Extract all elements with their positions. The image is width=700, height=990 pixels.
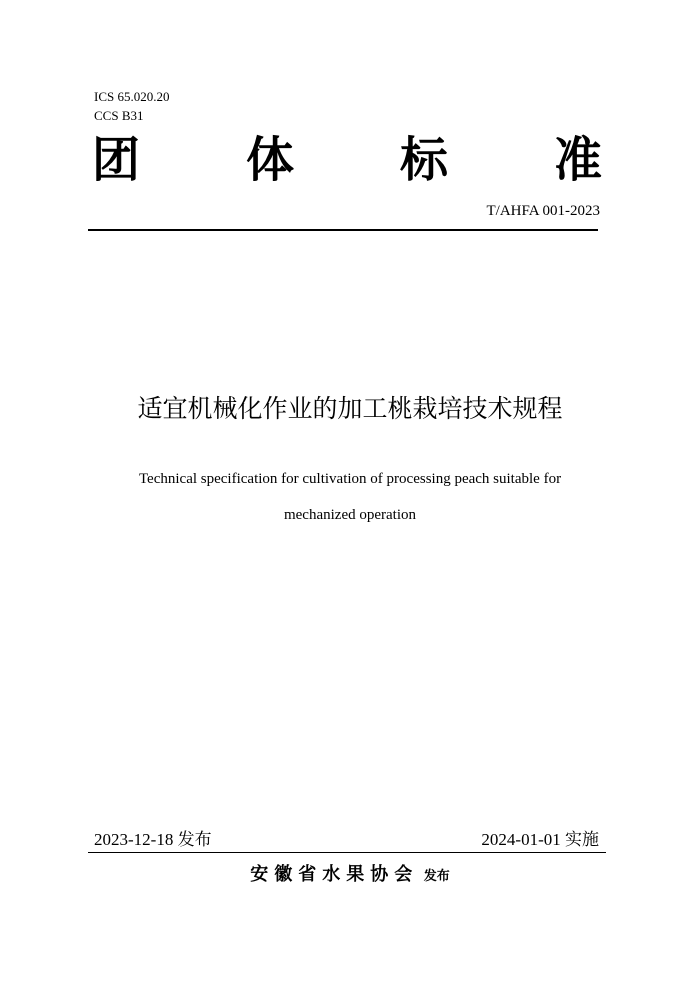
issue-date: 2023-12-18 发布 (94, 830, 212, 849)
title-en-line: Technical specification for cultivation of processing peach suitable for (138, 471, 562, 487)
top-divider (88, 229, 598, 231)
heading-char: 标 (399, 132, 448, 188)
title-en-line: mechanized operation (283, 507, 417, 523)
heading-char: 准 (553, 132, 602, 188)
publish-label: 发布 (423, 869, 450, 884)
implement-date: 2024-01-01 实施 (481, 830, 599, 849)
standard-type-heading (92, 132, 602, 188)
heading-char: 体 (245, 132, 294, 188)
document-title-cn: 适宜机械化作业的加工桃栽培技术规程 (137, 394, 563, 423)
classification-block (94, 87, 169, 125)
bottom-divider (88, 852, 606, 853)
ccs-code: CCS B31 (94, 108, 144, 123)
ics-code: ICS 65.020.20 (94, 89, 170, 104)
standard-code: T/AHFA 001-2023 (486, 203, 600, 219)
publisher-name: 安徽省水果协会 (250, 864, 419, 885)
heading-char: 团 (92, 132, 141, 188)
document-title-en (0, 461, 700, 533)
publisher-line (0, 860, 700, 886)
